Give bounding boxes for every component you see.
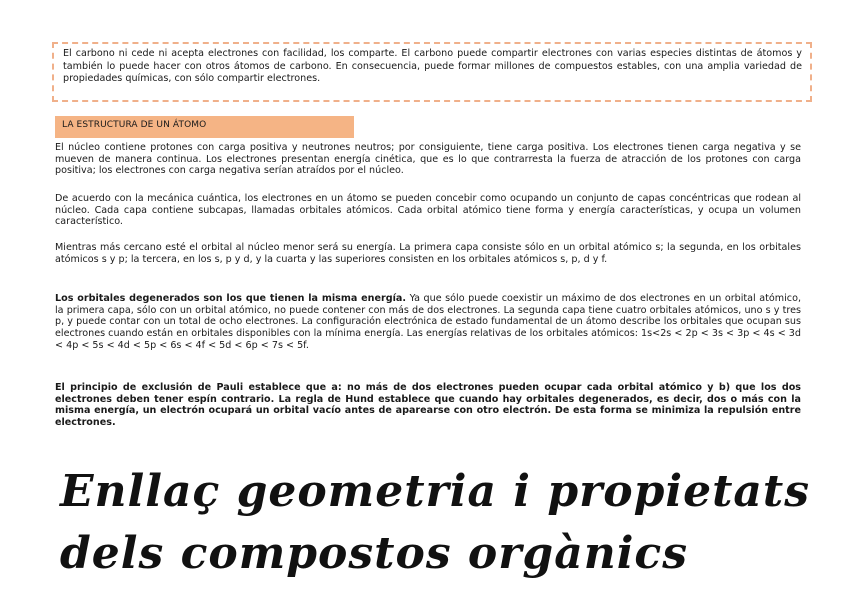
page-title-line2: dels compostos orgànics bbox=[60, 528, 688, 579]
intro-box bbox=[52, 42, 812, 102]
paragraph-nucleus: El núcleo contiene protones con carga positiva y neutrones neutros; por consiguiente, tiene carga positiva. Los electrones tienen carga negativa y se mueven de manera continua. Los electrones presentan energía cinética, que es lo que contrarresta la fuerza de atracción de los protones con carga positiva; los electrones con carga negativa serían atraídos por el núcleo. bbox=[55, 142, 801, 177]
intro-text: El carbono ni cede ni acepta electrones con facilidad, los comparte. El carbono puede compartir electrones con varias especies distintas de átomos y también lo puede hacer con otros átomos de carbono. En consecuencia, puede formar millones de compuestos estables, con una amplia variedad de propiedades químicas, con sólo compartir electrones. bbox=[63, 48, 802, 85]
degenerate-text: Ya que sólo puede coexistir un máximo de dos electrones en un orbital atómico, la primera capa, sólo con un orbital atómico, no puede contener con más de dos electrones. La segunda capa tiene cuatro orbitales atómicos, uno s y tres p, y puede contar con un total de ocho electrones. La configuración electrónica de estado fundamental de un átomo describe los orbitales que ocupan sus electrones cuando están en orbitales disponibles con la mínima energía. Las energías relativas de los orbitales atómicos: 1s<2s < 2p < 3s < 3p < 4s < 3d < 4p < 5s < 4d < 5p < 6s < 4f < 5d < 6p < 7s < 5f. bbox=[55, 293, 801, 351]
section-heading-text: LA ESTRUCTURA DE UN ÁTOMO bbox=[62, 120, 207, 130]
paragraph-degenerate bbox=[55, 293, 801, 352]
section-heading bbox=[55, 116, 354, 138]
paragraph-pauli: El principio de exclusión de Pauli establece que a: no más de dos electrones pueden ocupar cada orbital atómico y b) que los dos electrones deben tener espín contrario. La regla de Hund establece que cuando hay orbitales degenerados, es decir, dos o más con la misma energía, un electrón ocupará un orbital vacío antes de aparearse con otro electrón. De esta forma se minimiza la repulsión entre electrones. bbox=[55, 382, 801, 429]
paragraph-quantum: De acuerdo con la mecánica cuántica, los electrones en un átomo se pueden concebir como ocupando un conjunto de capas concéntricas que rodean al núcleo. Cada capa contiene subcapas, llamadas orbitales atómicos. Cada orbital atómico tiene forma y energía características, y ocupa un volumen característico. bbox=[55, 193, 801, 228]
page-title-line1: Enllaç geometria i propietats bbox=[60, 466, 811, 517]
degenerate-definition: Los orbitales degenerados son los que tienen la misma energía. bbox=[55, 293, 407, 304]
pauli-clip bbox=[0, 382, 848, 432]
paragraph-orbitals: Mientras más cercano esté el orbital al núcleo menor será su energía. La primera capa consiste sólo en un orbital atómico s; la segunda, en los orbitales atómicos s y p; la tercera, en los s, p y d, y la cuarta y las superiores consisten en los orbitales atómicos s, p, d y f. bbox=[55, 242, 801, 265]
